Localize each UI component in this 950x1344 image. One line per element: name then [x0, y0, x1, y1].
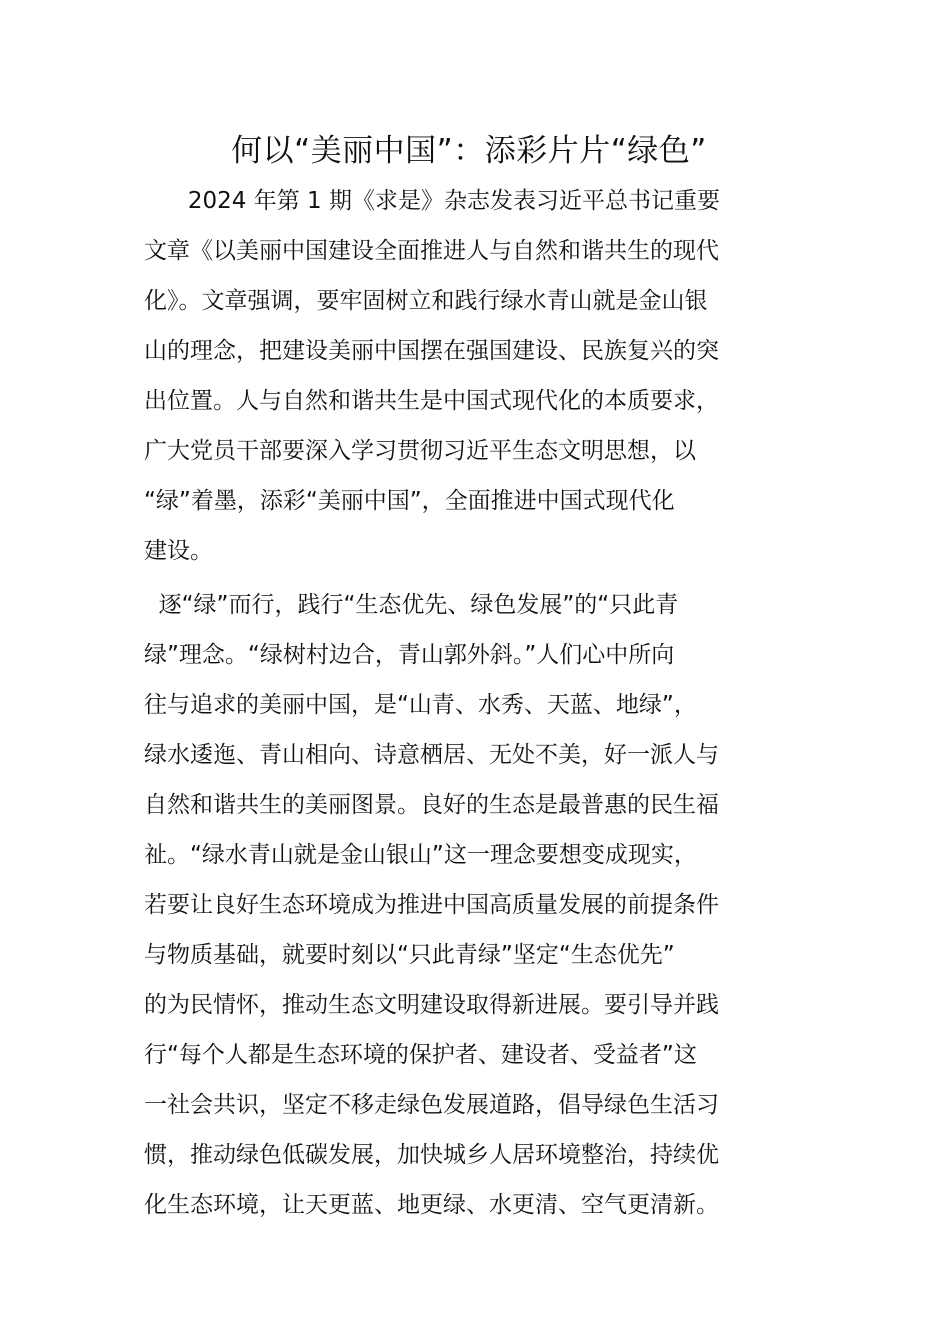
text-line: 绿水逶迤、青山相向、诗意栖居、无处不美，好一派人与	[144, 742, 719, 768]
text-line: 广大党员干部要深入学习贯彻习近平生态文明思想，以	[144, 438, 696, 464]
text-line: 绿”理念。“绿树村边合，青山郭外斜。”人们心中所向	[144, 642, 675, 668]
text-line: 山的理念，把建设美丽中国摆在强国建设、民族复兴的突	[144, 338, 719, 364]
text-line: 化生态环境，让天更蓝、地更绿、水更清、空气更清新。	[144, 1192, 719, 1218]
text-line: 建设。	[144, 538, 213, 564]
document-body	[144, 176, 809, 1230]
text-line: 行“每个人都是生态环境的保护者、建设者、受益者”这	[144, 1042, 697, 1068]
text-line: 往与追求的美丽中国，是“山青、水秀、天蓝、地绿”，	[144, 692, 697, 718]
document-title: 何以“美丽中国”：添彩片片“绿色”	[231, 133, 707, 169]
text-line: “绿”着墨，添彩“美丽中国”，全面推进中国式现代化	[144, 488, 675, 514]
text-line: 出位置。人与自然和谐共生是中国式现代化的本质要求，	[144, 388, 719, 414]
text-line: 祉。“绿水青山就是金山银山”这一理念要想变成现实，	[144, 842, 697, 868]
text-line: 与物质基础，就要时刻以“只此青绿”坚定“生态优先”	[144, 942, 675, 968]
text-line: 一社会共识，坚定不移走绿色发展道路，倡导绿色生活习	[144, 1092, 719, 1118]
text-line: 化》。文章强调，要牢固树立和践行绿水青山就是金山银	[144, 288, 708, 314]
text-line: 逐“绿”而行，践行“生态优先、绿色发展”的“只此青	[144, 592, 679, 618]
text-line: 的为民情怀，推动生态文明建设取得新进展。要引导并践	[144, 992, 719, 1018]
text-line: 文章《以美丽中国建设全面推进人与自然和谐共生的现代	[144, 238, 719, 264]
paragraph-1	[144, 176, 809, 576]
paragraph-2	[144, 580, 809, 1230]
text-line: 惯，推动绿色低碳发展，加快城乡人居环境整治，持续优	[144, 1142, 719, 1168]
text-line: 自然和谐共生的美丽图景。良好的生态是最普惠的民生福	[144, 792, 719, 818]
text-line: 若要让良好生态环境成为推进中国高质量发展的前提条件	[144, 892, 719, 918]
text-line: 2024 年第 1 期《求是》杂志发表习近平总书记重要	[144, 188, 720, 214]
